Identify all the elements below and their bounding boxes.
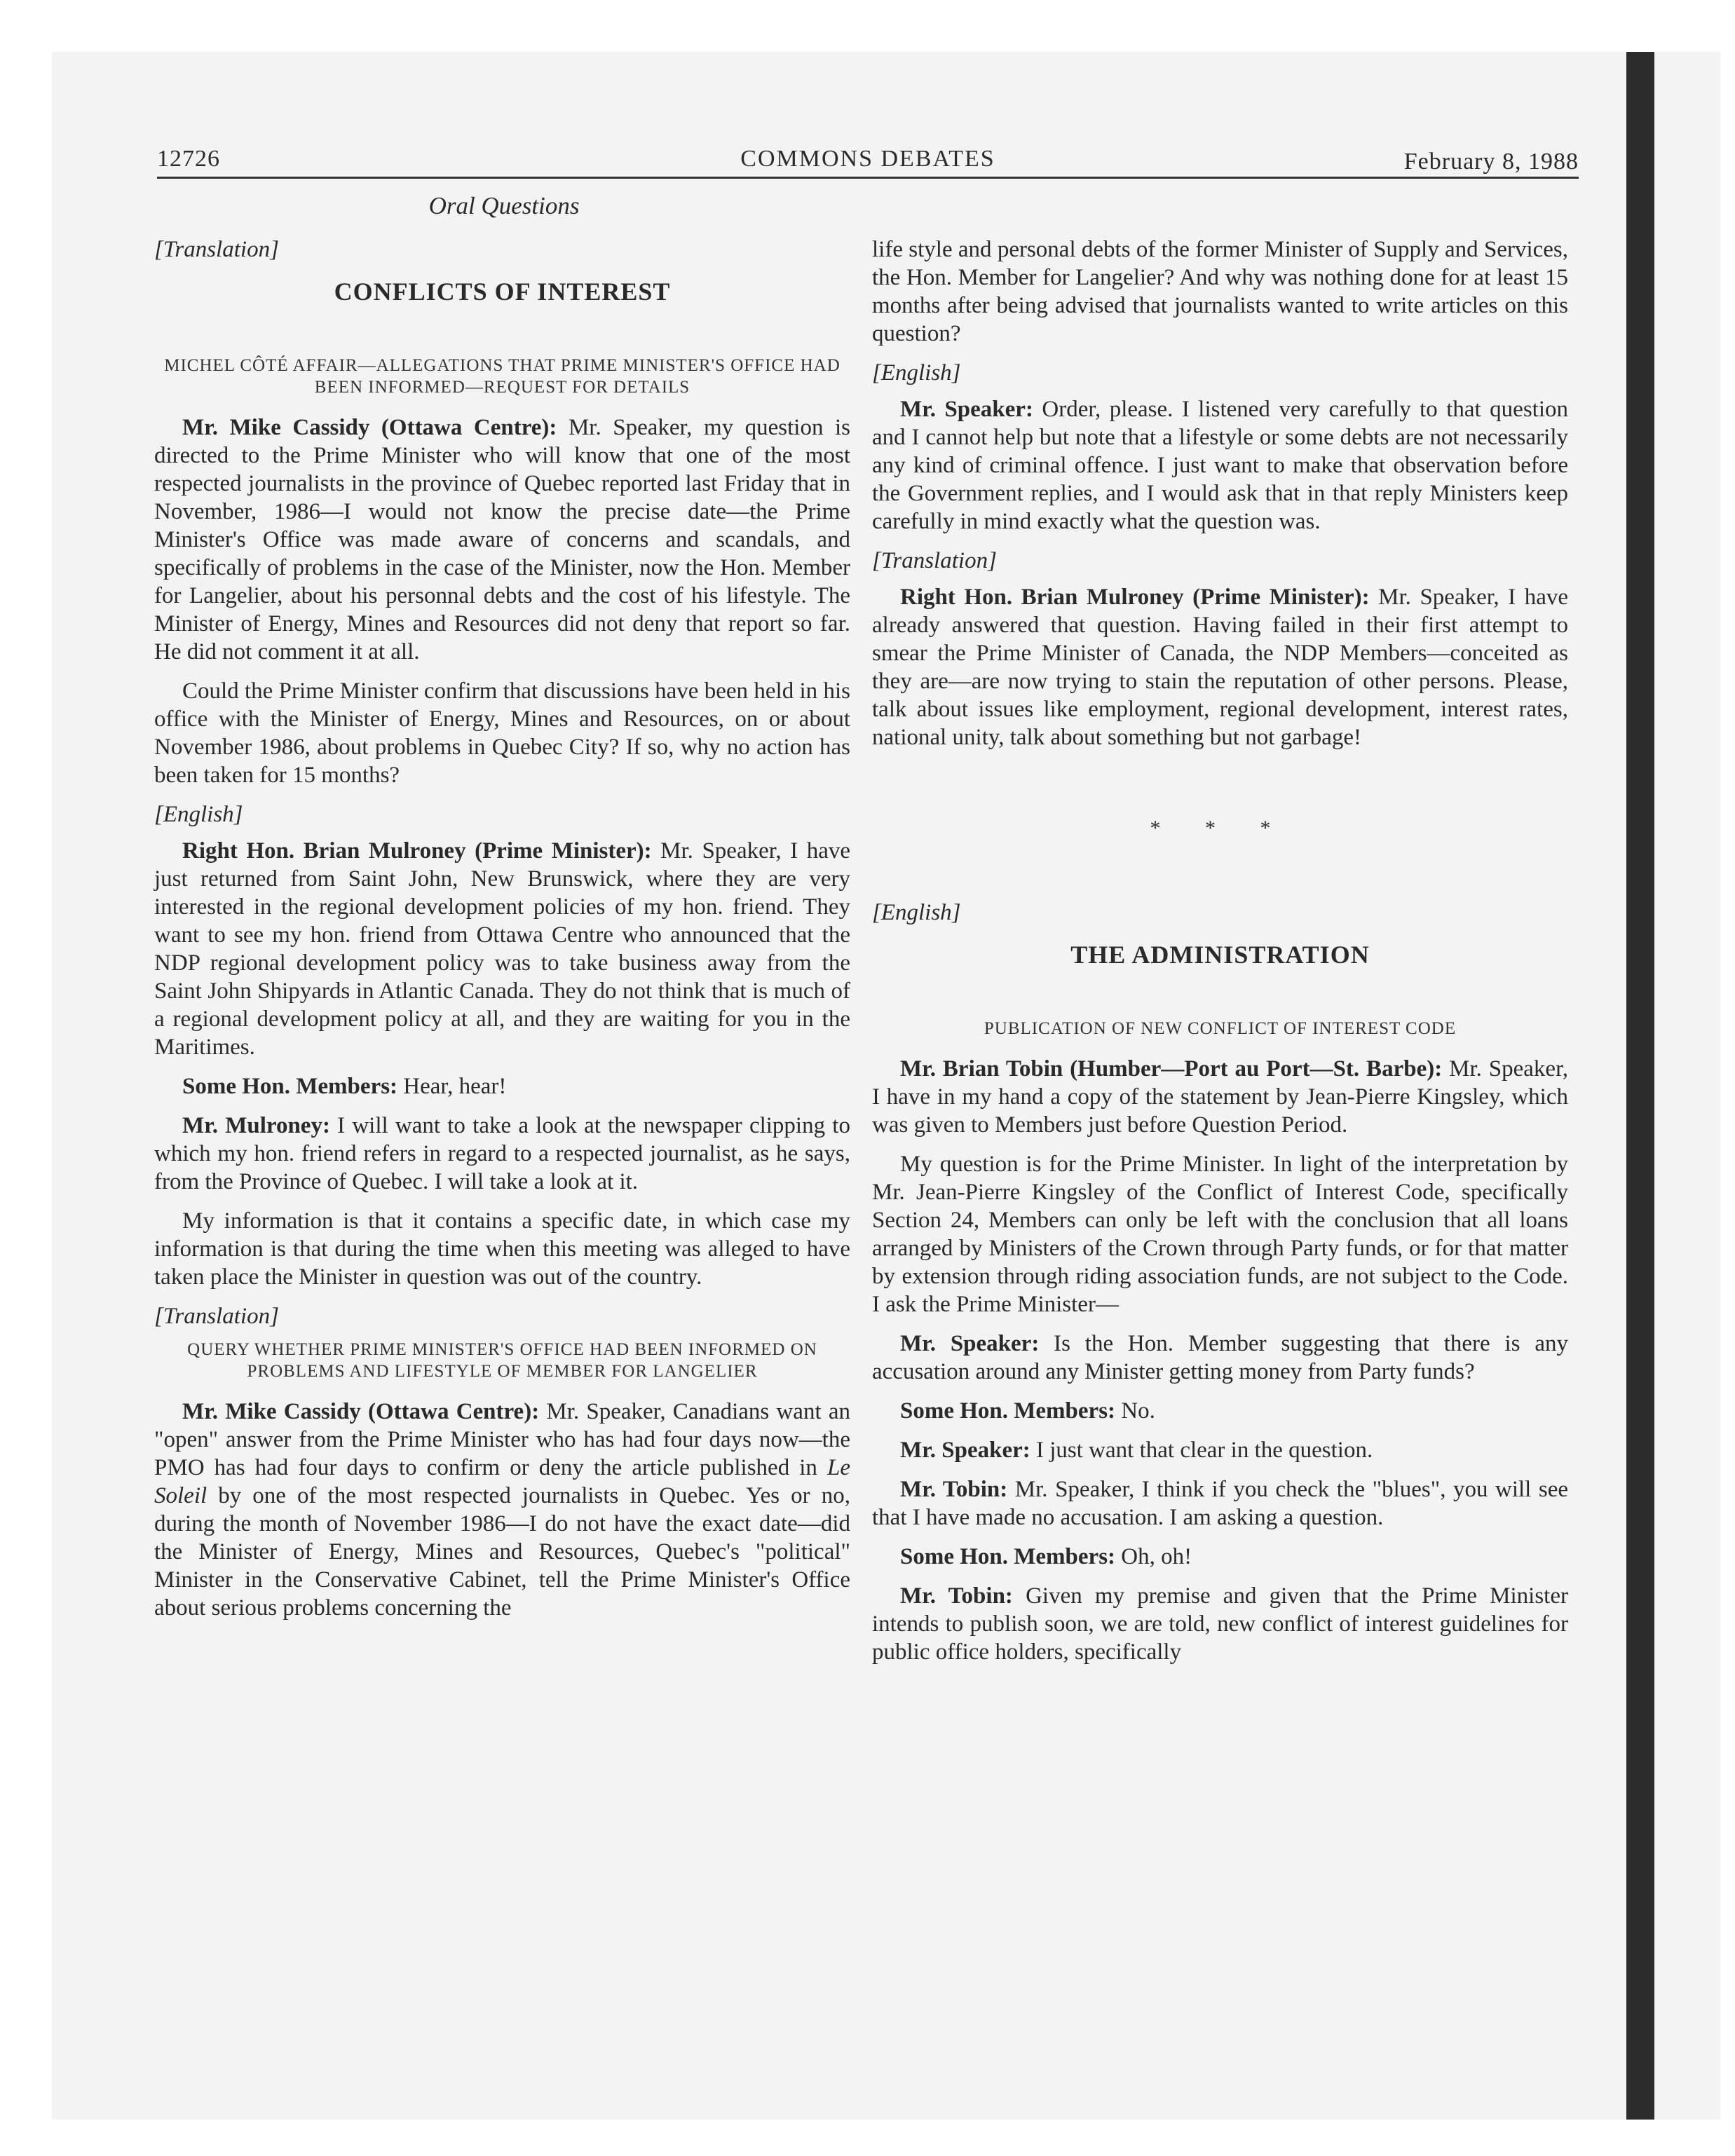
- speech-text: Is the Hon. Member suggesting that there is any accusation around any Minister getting money from Party funds?: [872, 1331, 1568, 1384]
- speech-text: Mr. Speaker, I have in my hand a copy of the statement by Jean-Pierre Kingsley, which was given to Members just before Question Period.: [872, 1056, 1568, 1138]
- speaker-name: Some Hon. Members:: [900, 1398, 1116, 1424]
- speaker-name: Mr. Brian Tobin (Humber—Port au Port—St. Barbe):: [900, 1056, 1443, 1082]
- speaker-name: Mr. Tobin:: [900, 1583, 1013, 1609]
- speaker-name: Some Hon. Members:: [900, 1544, 1116, 1569]
- speech-paragraph: [872, 1330, 1568, 1386]
- speech-text: life style and personal debts of the former Minister of Supply and Services, the Hon. Member for Langelier? And why was nothing done for at least 15 months after being advised that journalists wanted to write articles on this question?: [872, 237, 1568, 346]
- speech-paragraph: [154, 1398, 850, 1622]
- speech-text: My information is that it contains a specific date, in which case my information is that during the time when this meeting was alleged to have taken place the Minister in question was out of the country.: [154, 1208, 850, 1290]
- speech-paragraph: [154, 1207, 850, 1291]
- speech-paragraph: [872, 1475, 1568, 1531]
- header-rule: [157, 177, 1579, 179]
- speaker-name: Mr. Speaker:: [900, 1438, 1030, 1463]
- right-column: [872, 236, 1568, 1677]
- newspaper-title: Le Soleil: [154, 1455, 850, 1508]
- speech-paragraph: [154, 677, 850, 789]
- speaker-name: Some Hon. Members:: [182, 1074, 398, 1099]
- speaker-name: Mr. Speaker:: [900, 1331, 1040, 1356]
- speaker-name: Mr. Tobin:: [900, 1477, 1008, 1502]
- speech-paragraph: [872, 395, 1568, 535]
- speech-text: Mr. Speaker, my question is directed to the Prime Minister who will know that one of the most respected journalists in the province of Quebec reported last Friday that in November, 1986—I would not know the precise date—the Prime Minister's Office was made aware of concerns and scandals, and specifically of problems in the case of the Minister, now the Hon. Member for Langelier, about his personnal debts and the cost of his lifestyle. The Minister of Energy, Mines and Resources did not deny that report so far. He did not comment it at all.: [154, 415, 850, 664]
- speech-paragraph: [872, 1150, 1568, 1318]
- speech-paragraph: [872, 1055, 1568, 1139]
- speech-text: My question is for the Prime Minister. In light of the interpretation by Mr. Jean-Pierre Kingsley of the Conflict of Interest Code, specifically Section 24, Members can only be left with the conclusion that all loans arranged by Ministers of the Crown through Party funds, or for that matter by extension through riding association funds, are not subject to the Code. I ask the Prime Minister—: [872, 1152, 1568, 1317]
- speech-text: Mr. Speaker, I have just returned from Saint John, New Brunswick, where they are very interested in the regional development policies of my hon. friend. They want to see my hon. friend from Ottawa Centre who announced that the NDP regional development policy was to take business away from the Saint John Shipyards in Atlantic Canada. They do not think that is much of a regional development policy at all, and they are waiting for you in the Maritimes.: [154, 838, 850, 1060]
- running-head: Oral Questions: [428, 192, 580, 219]
- speech-text: Mr. Speaker, I think if you check the "blues", you will see that I have made no accusation. I am asking a question.: [872, 1477, 1568, 1530]
- section-separator: * * *: [1150, 817, 1291, 840]
- language-marker: [Translation]: [154, 237, 279, 262]
- page-date: February 8, 1988: [1403, 149, 1579, 175]
- speech-paragraph: [872, 1582, 1568, 1666]
- speech-text: by one of the most respected journalists in Quebec. Yes or no, during the month of November 1986—I do not have the exact date—did the Minister of Energy, Mines and Resources, Quebec's "political" Minister in the Conservative Cabinet, tell the Prime Minister's Office about serious problems concerning the: [154, 1483, 850, 1621]
- speaker-name: Mr. Mulroney:: [182, 1113, 330, 1138]
- subheading: MICHEL CÔTÉ AFFAIR—ALLEGATIONS THAT PRIME MINISTER'S OFFICE HAD BEEN INFORMED—REQUEST FOR DETAILS: [164, 356, 841, 397]
- left-column: [154, 236, 850, 1633]
- speech-paragraph: [872, 583, 1568, 751]
- speech-paragraph: [154, 1072, 850, 1100]
- speech-text: Could the Prime Minister confirm that discussions have been held in his office with the Minister of Energy, Mines and Resources, on or about November 1986, about problems in Quebec City? If so, why no action has been taken for 15 months?: [154, 678, 850, 788]
- subheading: PUBLICATION OF NEW CONFLICT OF INTEREST CODE: [984, 1019, 1457, 1038]
- section-heading: THE ADMINISTRATION: [1070, 941, 1370, 969]
- speech-text: Order, please. I listened very carefully to that question and I cannot help but note that a lifestyle or some debts are not necessarily any kind of criminal offence. I just want to make that observation before the Government replies, and I would ask that in that reply Ministers keep carefully in mind exactly what the question was.: [872, 397, 1568, 534]
- language-marker: [English]: [154, 802, 243, 827]
- scan-edge-shadow: [1626, 52, 1654, 2120]
- speech-paragraph: [154, 837, 850, 1061]
- language-marker: [English]: [872, 360, 961, 386]
- language-marker: [English]: [872, 900, 961, 925]
- speaker-name: Right Hon. Brian Mulroney (Prime Minister):: [900, 585, 1370, 610]
- language-marker: [Translation]: [872, 548, 997, 573]
- speech-text: I will want to take a look at the newspaper clipping to which my hon. friend refers in regard to a respected journalist, as he says, from the Province of Quebec. I will take a look at it.: [154, 1113, 850, 1194]
- speech-paragraph: [872, 1436, 1568, 1464]
- page-number: 12726: [157, 146, 220, 172]
- speech-text: Mr. Speaker, Canadians want an "open" answer from the Prime Minister who has had four days now—the PMO has had four days to confirm or deny the article published in: [154, 1399, 850, 1480]
- speech-paragraph: [872, 1543, 1568, 1571]
- speech-paragraph: [872, 236, 1568, 348]
- speaker-name: Mr. Mike Cassidy (Ottawa Centre):: [182, 1399, 540, 1424]
- speaker-name: Mr. Speaker:: [900, 397, 1033, 422]
- subheading: QUERY WHETHER PRIME MINISTER'S OFFICE HAD BEEN INFORMED ON PROBLEMS AND LIFESTYLE OF MEMBER FOR LANGELIER: [187, 1340, 817, 1381]
- speech-paragraph: [154, 1112, 850, 1196]
- section-heading: CONFLICTS OF INTEREST: [334, 278, 671, 306]
- language-marker: [Translation]: [154, 1304, 279, 1329]
- speech-paragraph: [872, 1397, 1568, 1425]
- speaker-name: Right Hon. Brian Mulroney (Prime Minister):: [182, 838, 652, 864]
- publication-title: COMMONS DEBATES: [740, 146, 995, 172]
- speech-text: Given my premise and given that the Prime Minister intends to publish soon, we are told, new conflict of interest guidelines for public office holders, specifically: [872, 1583, 1568, 1665]
- speech-paragraph: [154, 414, 850, 666]
- speech-text: Mr. Speaker, I have already answered that question. Having failed in their first attempt to smear the Prime Minister of Canada, the NDP Members—conceited as they are—are now trying to stain the reputation of other persons. Please, talk about issues like employment, regional development, interest rates, national unity, talk about something but not garbage!: [872, 585, 1568, 750]
- speech-text: I just want that clear in the question.: [1030, 1438, 1373, 1463]
- speech-text: Oh, oh!: [1115, 1544, 1192, 1569]
- speech-text: Hear, hear!: [397, 1074, 507, 1099]
- speaker-name: Mr. Mike Cassidy (Ottawa Centre):: [182, 415, 557, 440]
- speech-text: No.: [1115, 1398, 1155, 1424]
